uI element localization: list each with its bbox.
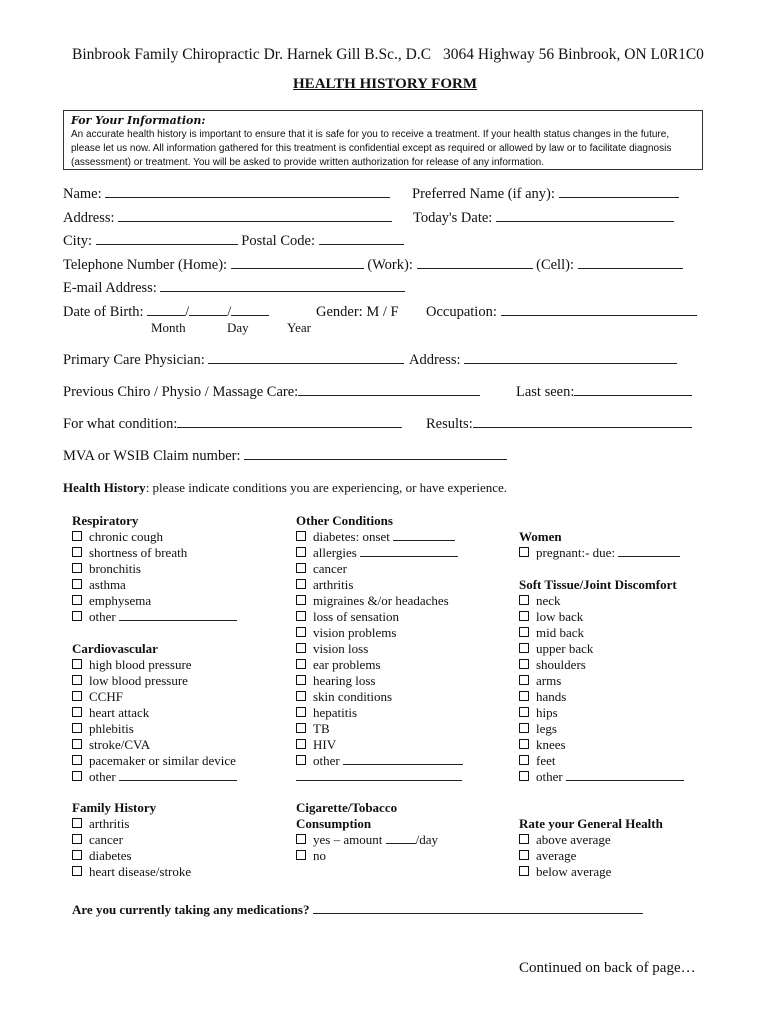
checklist-item[interactable]: cancer: [296, 561, 463, 577]
checkbox[interactable]: [296, 834, 306, 844]
checkbox[interactable]: [519, 739, 529, 749]
last-seen-input[interactable]: [574, 384, 692, 396]
dob-month-caption: Month: [151, 320, 186, 335]
checklist-item[interactable]: low blood pressure: [72, 673, 237, 689]
health-history-instruction: : please indicate conditions you are experiencing, or have experience.: [145, 480, 508, 495]
checkbox[interactable]: [519, 723, 529, 733]
checkbox[interactable]: [519, 834, 529, 844]
tobacco-title: Cigarette/Tobacco: [296, 800, 398, 815]
results-label: Results:: [426, 416, 473, 432]
previous-care-row: [63, 384, 480, 401]
checklist-item[interactable]: yes – amount /day: [296, 832, 438, 848]
checkbox[interactable]: [519, 771, 529, 781]
previous-care-label: Previous Chiro / Physio / Massage Care:: [63, 384, 299, 400]
other-conditions-title: Other Conditions: [296, 513, 393, 528]
condition-row: [63, 416, 402, 433]
phone-work-input[interactable]: [417, 257, 533, 269]
checklist-item[interactable]: hearing loss: [296, 673, 463, 689]
dob-slash: /: [227, 304, 232, 320]
checkbox[interactable]: [72, 755, 82, 765]
todays-date-input[interactable]: [496, 210, 674, 222]
checkbox[interactable]: [72, 739, 82, 749]
extra-line: [296, 769, 463, 785]
other-conditions-section: [296, 513, 463, 785]
checkbox[interactable]: [72, 771, 82, 781]
checklist-item[interactable]: other: [72, 609, 237, 625]
results-input[interactable]: [473, 416, 692, 428]
checkbox[interactable]: [296, 691, 306, 701]
city-row: [63, 233, 404, 250]
checkbox[interactable]: [72, 579, 82, 589]
checkbox[interactable]: [296, 659, 306, 669]
postal-code-label: Postal Code:: [241, 233, 315, 249]
checklist-item[interactable]: heart attack: [72, 705, 237, 721]
claim-label: MVA or WSIB Claim number:: [63, 448, 241, 464]
info-box: [63, 110, 703, 170]
checklist-item[interactable]: asthma: [72, 577, 237, 593]
address-label: Address:: [63, 210, 115, 226]
checkbox[interactable]: [72, 850, 82, 860]
checklist-item[interactable]: above average: [519, 832, 663, 848]
checklist-item[interactable]: feet: [519, 753, 684, 769]
checkbox[interactable]: [296, 723, 306, 733]
todays-date-row: [413, 210, 674, 227]
preferred-name-input[interactable]: [559, 186, 679, 198]
checklist-item[interactable]: stroke/CVA: [72, 737, 237, 753]
cardiovascular-section: [72, 641, 237, 785]
family-history-title: Family History: [72, 800, 157, 815]
respiratory-section: [72, 513, 237, 625]
respiratory-title: Respiratory: [72, 513, 139, 528]
general-health-section: [519, 816, 663, 880]
checkbox[interactable]: [72, 834, 82, 844]
medications-label: Are you currently taking any medications?: [72, 902, 310, 917]
checklist-item[interactable]: low back: [519, 609, 684, 625]
medications-input[interactable]: [313, 902, 643, 914]
claim-row: [63, 448, 507, 465]
city-input[interactable]: [96, 233, 238, 245]
checklist-item[interactable]: ear problems: [296, 657, 463, 673]
name-input[interactable]: [105, 186, 390, 198]
dob-year-caption: Year: [287, 320, 311, 335]
last-seen-row: [516, 384, 692, 401]
checklist-item[interactable]: other: [72, 769, 237, 785]
checkbox[interactable]: [72, 866, 82, 876]
medications-row: [72, 902, 643, 918]
checklist-item[interactable]: diabetes: [72, 848, 191, 864]
checkbox[interactable]: [519, 595, 529, 605]
phone-row: [63, 257, 683, 274]
checklist-item[interactable]: migraines &/or headaches: [296, 593, 463, 609]
due-date-input[interactable]: [618, 545, 680, 557]
footer-note: Continued on back of page…: [519, 960, 696, 976]
email-input[interactable]: [160, 280, 405, 292]
checklist-item[interactable]: upper back: [519, 641, 684, 657]
dob-slash: /: [185, 304, 190, 320]
dob-year-input[interactable]: [231, 304, 269, 316]
name-row: [63, 186, 390, 203]
physician-address-row: [409, 352, 677, 369]
occupation-row: [426, 304, 697, 321]
checklist-item[interactable]: mid back: [519, 625, 684, 641]
checkbox[interactable]: [296, 563, 306, 573]
tobacco-section: [296, 800, 438, 864]
gender-label[interactable]: Gender: M / F: [316, 304, 399, 320]
physician-address-input[interactable]: [464, 352, 677, 364]
checkbox[interactable]: [296, 595, 306, 605]
checkbox[interactable]: [72, 691, 82, 701]
physician-row: [63, 352, 404, 369]
checklist-item[interactable]: CCHF: [72, 689, 237, 705]
occupation-label: Occupation:: [426, 304, 497, 320]
phone-cell-input[interactable]: [578, 257, 683, 269]
other-conditions-extra-input[interactable]: [296, 769, 462, 781]
dob-day-caption: Day: [227, 320, 249, 335]
checkbox[interactable]: [296, 707, 306, 717]
women-title: Women: [519, 529, 562, 544]
checkbox[interactable]: [519, 627, 529, 637]
checklist-item[interactable]: arms: [519, 673, 684, 689]
email-label: E-mail Address:: [63, 280, 157, 296]
info-body: An accurate health history is important to ensure that it is safe for you to receive a treatment. If your health status changes in the future, please let us now. All information gathered for this treatment is confidential except as required or allowed by law or to facilitate diagnosis (assessment) or treatment. You will be asked to provide written authorization for release of any information.: [71, 129, 672, 168]
cardiovascular-title: Cardiovascular: [72, 641, 158, 656]
checklist-item[interactable]: bronchitis: [72, 561, 237, 577]
family-history-section: [72, 800, 191, 880]
checklist-item[interactable]: phlebitis: [72, 721, 237, 737]
soft-tissue-title: Soft Tissue/Joint Discomfort: [519, 577, 677, 592]
checkbox[interactable]: [519, 547, 529, 557]
checklist-item[interactable]: emphysema: [72, 593, 237, 609]
clinic-name: Binbrook Family Chiropractic Dr. Harnek Gill B.Sc., D.C: [72, 46, 432, 63]
soft-tissue-other-input[interactable]: [566, 769, 684, 781]
dob-row: [63, 304, 269, 321]
women-section: [519, 529, 680, 561]
checkbox[interactable]: [296, 755, 306, 765]
checkbox[interactable]: [296, 675, 306, 685]
postal-code-input[interactable]: [319, 233, 404, 245]
checklist-item[interactable]: cancer: [72, 832, 191, 848]
checklist-item[interactable]: TB: [296, 721, 463, 737]
general-health-title: Rate your General Health: [519, 816, 663, 831]
results-row: [426, 416, 692, 433]
checkbox[interactable]: [72, 563, 82, 573]
checkbox[interactable]: [519, 643, 529, 653]
checklist-item[interactable]: high blood pressure: [72, 657, 237, 673]
checkbox[interactable]: [72, 547, 82, 557]
dob-month-input[interactable]: [147, 304, 185, 316]
checklist-item[interactable]: neck: [519, 593, 684, 609]
cardiovascular-other-input[interactable]: [119, 769, 237, 781]
checklist-item[interactable]: below average: [519, 864, 663, 880]
physician-label: Primary Care Physician:: [63, 352, 205, 368]
checklist-item[interactable]: heart disease/stroke: [72, 864, 191, 880]
checklist-item[interactable]: arthritis: [72, 816, 191, 832]
checklist-item[interactable]: allergies: [296, 545, 463, 561]
todays-date-label: Today's Date:: [413, 210, 493, 226]
dob-label: Date of Birth:: [63, 304, 144, 320]
checkbox[interactable]: [519, 707, 529, 717]
checkbox[interactable]: [296, 547, 306, 557]
checklist-item[interactable]: HIV: [296, 737, 463, 753]
phone-home-input[interactable]: [231, 257, 364, 269]
checklist-item[interactable]: shortness of breath: [72, 545, 237, 561]
checkbox[interactable]: [72, 707, 82, 717]
checkbox[interactable]: [296, 611, 306, 621]
condition-input[interactable]: [177, 416, 402, 428]
respiratory-other-input[interactable]: [119, 609, 237, 621]
clinic-address: 3064 Highway 56 Binbrook, ON L0R1C0: [443, 46, 704, 63]
checklist-item[interactable]: other: [296, 753, 463, 769]
checkbox[interactable]: [72, 531, 82, 541]
checkbox[interactable]: [519, 866, 529, 876]
checkbox[interactable]: [519, 691, 529, 701]
tobacco-title-line2: Consumption: [296, 816, 372, 831]
page-title: HEALTH HISTORY FORM: [293, 76, 477, 92]
email-row: [63, 280, 405, 297]
checklist-item[interactable]: pacemaker or similar device: [72, 753, 237, 769]
condition-label: For what condition:: [63, 416, 178, 432]
checklist-item[interactable]: average: [519, 848, 663, 864]
soft-tissue-section: [519, 577, 684, 785]
checkbox[interactable]: [519, 755, 529, 765]
checkbox[interactable]: [72, 611, 82, 621]
checklist-item[interactable]: arthritis: [296, 577, 463, 593]
checkbox[interactable]: [296, 579, 306, 589]
checkbox[interactable]: [519, 659, 529, 669]
checkbox[interactable]: [519, 675, 529, 685]
tobacco-amount-input[interactable]: [386, 832, 416, 844]
checkbox[interactable]: [296, 739, 306, 749]
health-history-heading: [63, 480, 507, 496]
checklist-item[interactable]: vision problems: [296, 625, 463, 641]
physician-address-label: Address:: [409, 352, 461, 368]
checkbox[interactable]: [72, 818, 82, 828]
name-label: Name:: [63, 186, 102, 202]
checklist-item[interactable]: other: [519, 769, 684, 785]
previous-care-input[interactable]: [298, 384, 480, 396]
checklist-item[interactable]: knees: [519, 737, 684, 753]
checklist-item[interactable]: legs: [519, 721, 684, 737]
checklist-item[interactable]: hips: [519, 705, 684, 721]
phone-work-label: (Work):: [367, 257, 413, 273]
checkbox[interactable]: [72, 595, 82, 605]
checkbox[interactable]: [519, 850, 529, 860]
checkbox[interactable]: [296, 643, 306, 653]
checkbox[interactable]: [72, 659, 82, 669]
health-history-label: Health History: [63, 480, 146, 495]
dob-day-input[interactable]: [189, 304, 227, 316]
address-input[interactable]: [118, 210, 392, 222]
address-row: [63, 210, 392, 227]
other-conditions-other-input[interactable]: [343, 753, 463, 765]
phone-home-label: Telephone Number (Home):: [63, 257, 228, 273]
claim-input[interactable]: [244, 448, 507, 460]
allergies-input[interactable]: [360, 545, 458, 557]
checkbox[interactable]: [72, 675, 82, 685]
checklist-item[interactable]: diabetes: onset: [296, 529, 463, 545]
checklist-item[interactable]: chronic cough: [72, 529, 237, 545]
checklist-item[interactable]: hands: [519, 689, 684, 705]
checkbox[interactable]: [72, 723, 82, 733]
checkbox[interactable]: [296, 531, 306, 541]
checklist-item[interactable]: shoulders: [519, 657, 684, 673]
phone-cell-label: (Cell):: [536, 257, 574, 273]
last-seen-label: Last seen:: [516, 384, 575, 400]
checklist-item[interactable]: skin conditions: [296, 689, 463, 705]
preferred-name-row: [412, 186, 679, 203]
checklist-item[interactable]: hepatitis: [296, 705, 463, 721]
checkbox[interactable]: [296, 627, 306, 637]
occupation-input[interactable]: [501, 304, 697, 316]
diabetes-onset-input[interactable]: [393, 529, 455, 541]
physician-input[interactable]: [208, 352, 404, 364]
checklist-item[interactable]: vision loss: [296, 641, 463, 657]
checklist-item[interactable]: no: [296, 848, 438, 864]
checklist-item[interactable]: loss of sensation: [296, 609, 463, 625]
checkbox[interactable]: [519, 611, 529, 621]
preferred-name-label: Preferred Name (if any):: [412, 186, 555, 202]
checkbox[interactable]: [296, 850, 306, 860]
info-heading: For Your Information:: [71, 114, 206, 127]
checklist-item[interactable]: pregnant:- due:: [519, 545, 680, 561]
city-label: City:: [63, 233, 93, 249]
